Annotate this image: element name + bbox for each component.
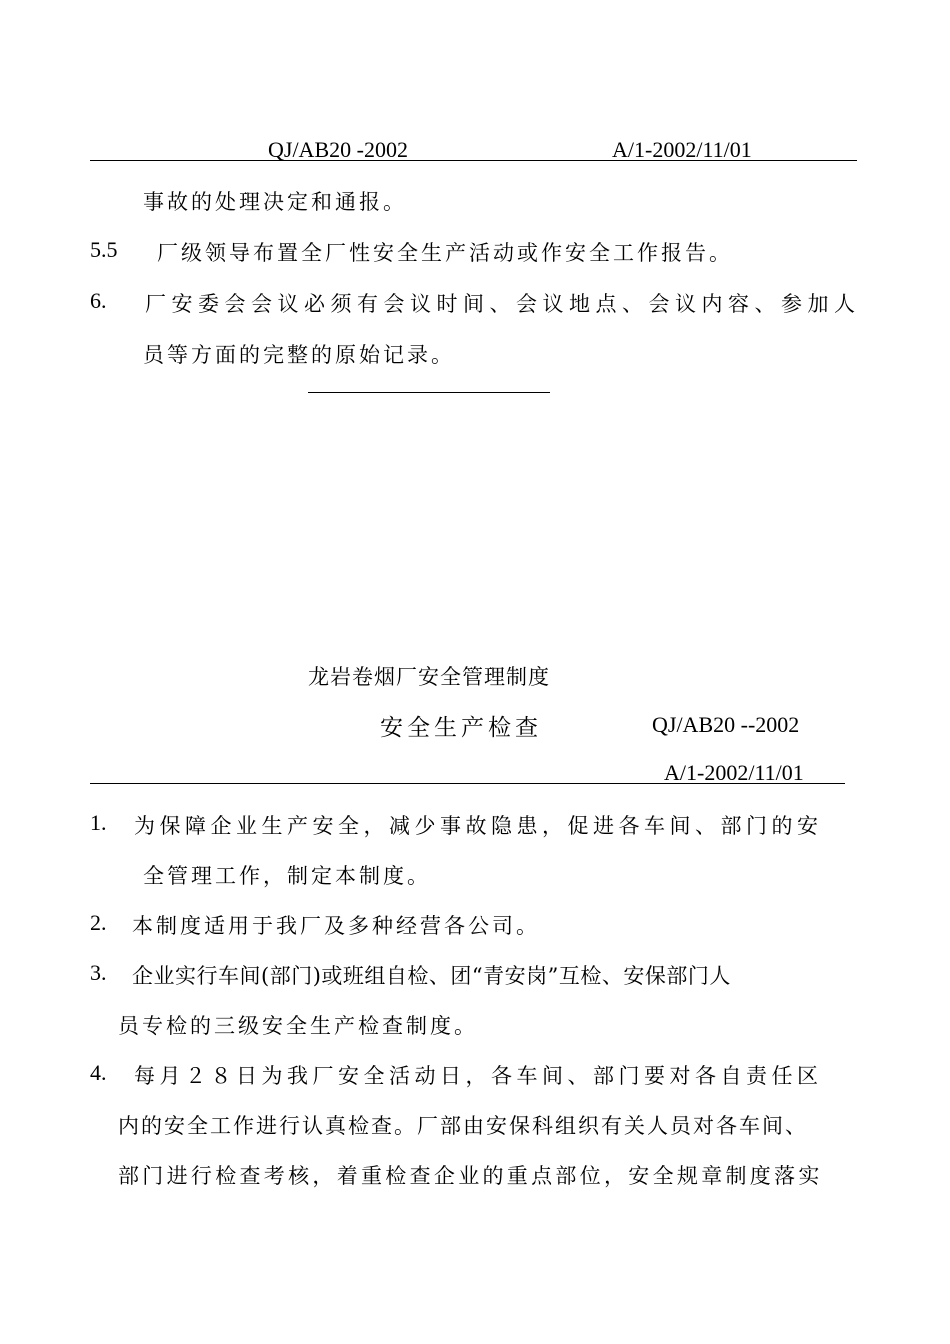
document-title: 龙岩卷烟厂安全管理制度 [308, 665, 550, 689]
item-number: 2. [90, 910, 107, 935]
item-number: 1. [90, 810, 107, 835]
item-text: 企业实行车间(部门)或班组自检、团“青安岗”互检、安保部门人 [132, 964, 731, 988]
item-text: 厂级领导布置全厂性安全生产活动或作安全工作报告。 [157, 241, 733, 265]
item-text: 员专检的三级安全生产检查制度。 [118, 1014, 478, 1038]
item-text: 部门进行检查考核，着重检查企业的重点部位，安全规章制度落实 [118, 1164, 823, 1188]
item-number: 4. [90, 1060, 107, 1085]
item-text: 全管理工作，制定本制度。 [143, 864, 431, 888]
item-text: 本制度适用于我厂及多种经营各公司。 [132, 914, 540, 938]
paragraph-continuation: 事故的处理决定和通报。 [143, 190, 407, 214]
item-text: 为保障企业生产安全，减少事故隐患，促进各车间、部门的安 [134, 814, 823, 838]
item-number: 3. [90, 960, 107, 985]
header-doc-code: QJ/AB20 --2002 [652, 712, 800, 737]
item-text: 厂安委会会议必须有会议时间、会议地点、会议内容、参加人 [145, 292, 861, 316]
item-text: 员等方面的完整的原始记录。 [143, 343, 455, 367]
item-text: 内的安全工作进行认真检查。厂部由安保科组织有关人员对各车间、 [118, 1114, 808, 1138]
header-divider [90, 160, 857, 161]
header-doc-version: A/1-2002/11/01 [664, 760, 804, 785]
item-text: 每月２８日为我厂安全活动日，各车间、部门要对各自责任区 [134, 1064, 823, 1088]
header-doc-code: QJ/AB20 -2002 [268, 137, 408, 162]
section-end-divider [308, 392, 550, 393]
header-doc-version: A/1-2002/11/01 [612, 137, 752, 162]
item-number: 5.5 [90, 237, 118, 262]
section-title: 安全生产检查 [380, 715, 542, 741]
header-divider [90, 783, 845, 784]
item-number: 6. [90, 288, 107, 313]
